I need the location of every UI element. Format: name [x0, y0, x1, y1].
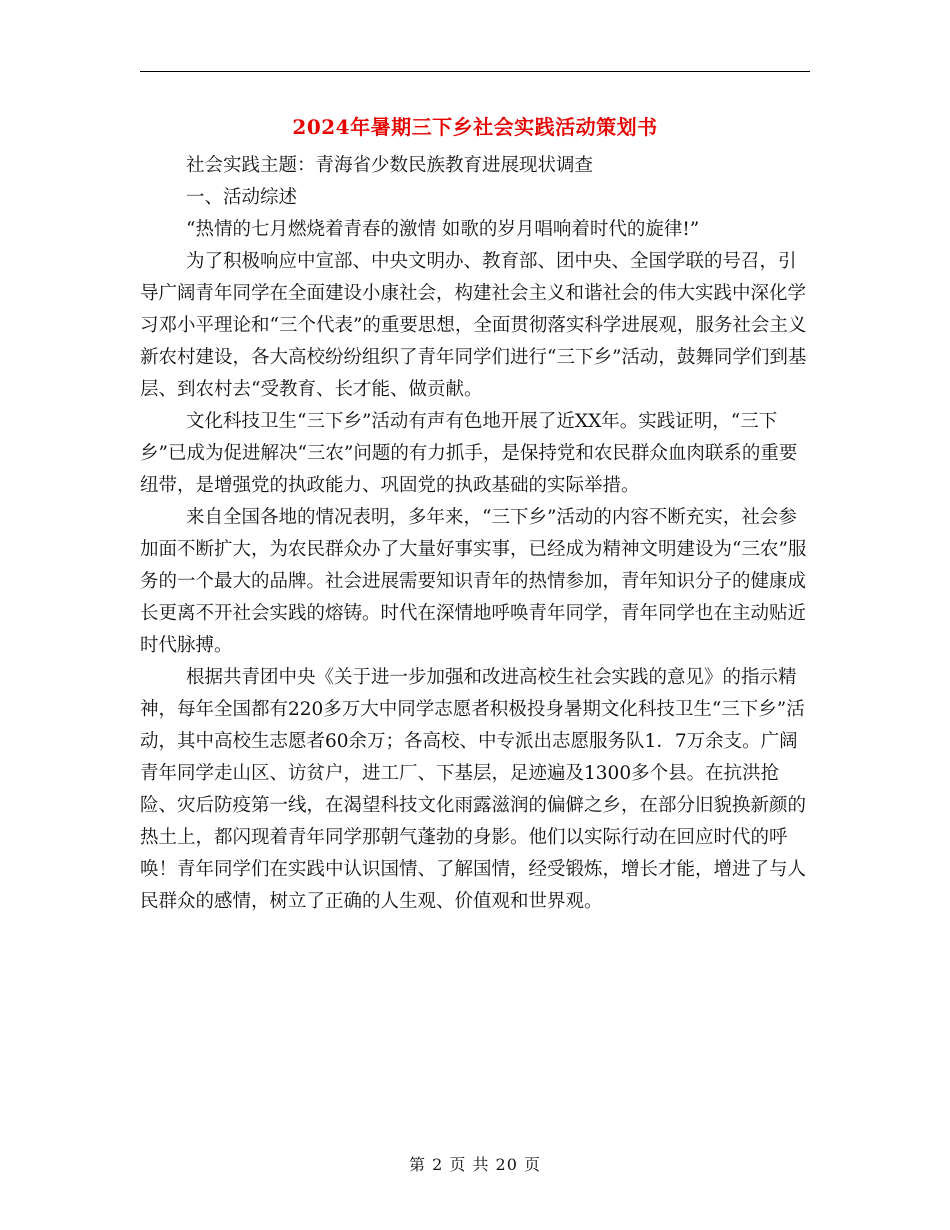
document-title: 2024年暑期三下乡社会实践活动策划书: [292, 115, 658, 139]
body-paragraph-2: 文化科技卫生“三下乡”活动有声有色地开展了近XX年。实践证明，“三下乡”已成为促进解决“三农”问题的有力抓手，是保持党和农民群众血肉联系的重要纽带，是增强党的执政能力、巩固党的执政基础的实际举措。: [140, 411, 798, 496]
body-paragraph-1: 为了积极响应中宣部、中央文明办、教育部、团中央、全国学联的号召，引导广阔青年同学在全面建设小康社会，构建社会主义和谐社会的伟大实践中深化学习邓小平理论和“三个代表”的重要思想，全面贯彻落实科学进展观，服务社会主义新农村建设，各大高校纷纷组织了青年同学们进行“三下乡”活动，鼓舞同学们到基层、到农村去“受教育、长才能、做贡献。: [140, 251, 807, 400]
header-rule: [140, 71, 810, 72]
body-paragraph-3: 来自全国各地的情况表明，多年来，“三下乡”活动的内容不断充实，社会参加面不断扩大，为农民群众办了大量好事实事，已经成为精神文明建设为“三农”服务的一个最大的品牌。社会进展需要知识青年的热情参加，青年知识分子的健康成长更离不开社会实践的熔铸。时代在深情地呼唤青年同学，青年同学也在主动贴近时代脉搏。: [140, 507, 807, 656]
document-body: [140, 150, 812, 918]
theme-line: 社会实践主题：青海省少数民族教育进展现状调查: [186, 155, 594, 176]
body-paragraph-4: 根据共青团中央《关于进一步加强和改进高校生社会实践的意见》的指示精神，每年全国都有220多万大中同学志愿者积极投身暑期文化科技卫生“三下乡”活动，其中高校生志愿者60余万；各高校、中专派出志愿服务队1．7万余支。广阔青年同学走山区、访贫户，进工厂、下基层，足迹遍及1300多个县。在抗洪抢险、灾后防疫第一线，在渴望科技文化雨露滋润的偏僻之乡，在部分旧貌换新颜的热土上，都闪现着青年同学那朝气蓬勃的身影。他们以实际行动在回应时代的呼唤！青年同学们在实践中认识国情、了解国情，经受锻炼，增长才能，增进了与人民群众的感情，树立了正确的人生观、价值观和世界观。: [140, 667, 807, 912]
quote-paragraph: “热情的七月燃烧着青春的激情 如歌的岁月唱响着时代的旋律!”: [186, 219, 700, 240]
section-heading: 一、活动综述: [186, 187, 298, 208]
page-number-footer: 第 2 页 共 20 页: [409, 1155, 541, 1174]
